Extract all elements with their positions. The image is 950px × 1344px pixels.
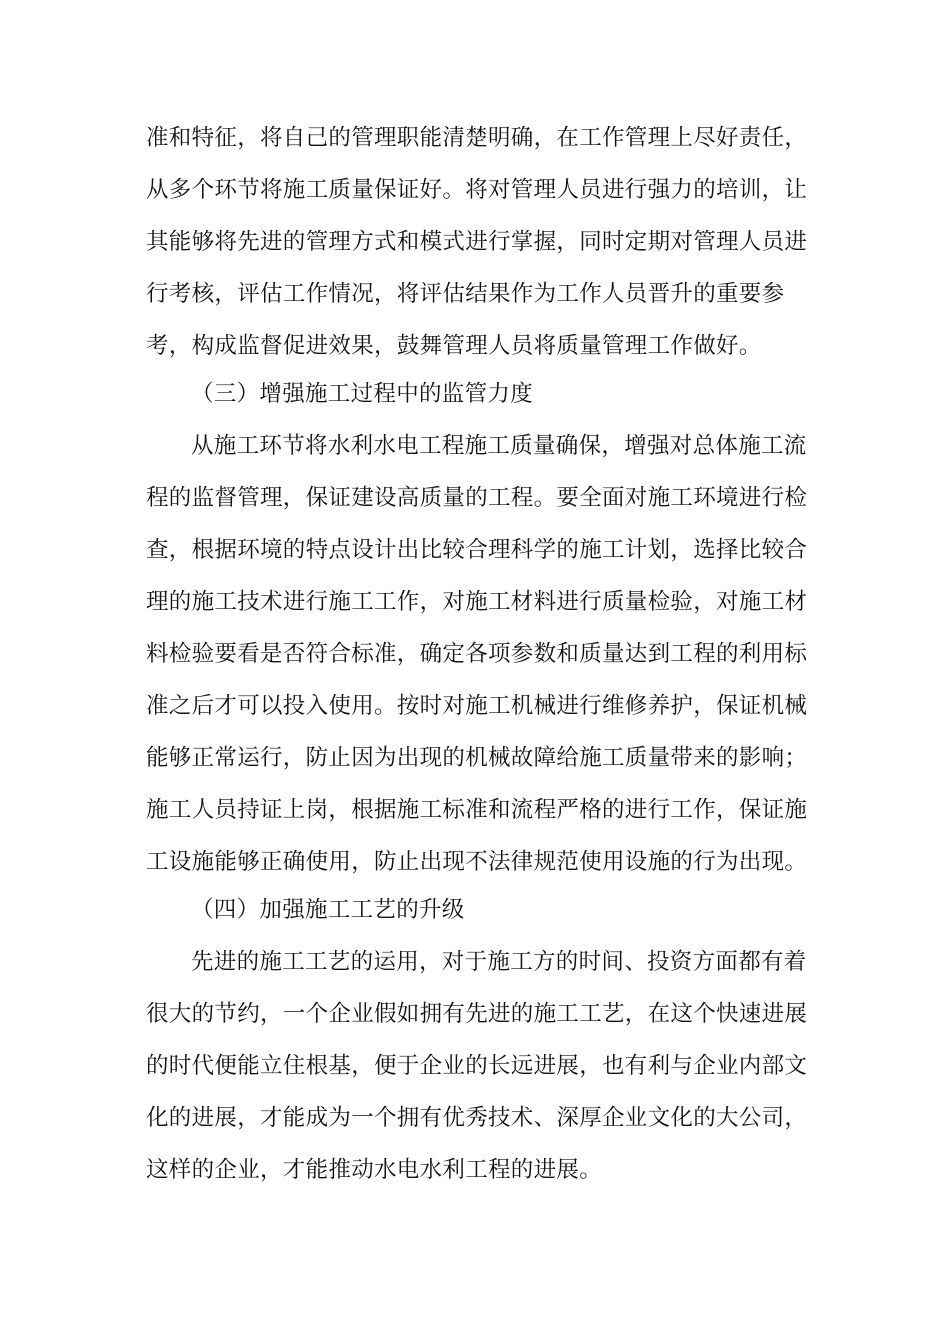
- body-text-line: 从施工环节将水利水电工程施工质量确保，增强对总体施工流: [191, 433, 807, 459]
- body-text-line: 程的监督管理，保证建设高质量的工程。要全面对施工环境进行检: [146, 485, 808, 511]
- body-text-line: 料检验要看是否符合标准，确定各项参数和质量达到工程的利用标: [146, 641, 808, 667]
- body-text-line: 行考核，评估工作情况，将评估结果作为工作人员晋升的重要参: [146, 281, 785, 307]
- body-text-line: 其能够将先进的管理方式和模式进行掌握，同时定期对管理人员进: [146, 229, 808, 255]
- body-text-line: 准之后才可以投入使用。按时对施工机械进行维修养护，保证机械: [146, 693, 808, 719]
- body-text-line: 能够正常运行，防止因为出现的机械故障给施工质量带来的影响；: [146, 745, 808, 771]
- body-text-line: 先进的施工工艺的运用，对于施工方的时间、投资方面都有着: [191, 949, 807, 975]
- body-text-line: 考，构成监督促进效果，鼓舞管理人员将质量管理工作做好。: [146, 333, 762, 359]
- section-heading-3: （三）增强施工过程中的监管力度: [191, 381, 534, 407]
- body-text-line: 的时代便能立住根基，便于企业的长远进展，也有利与企业内部文: [146, 1053, 808, 1079]
- body-text-line: 准和特征，将自己的管理职能清楚明确，在工作管理上尽好责任，: [146, 125, 808, 151]
- body-text-line: 工设施能够正确使用，防止出现不法律规范使用设施的行为出现。: [146, 849, 808, 875]
- body-text-line: 从多个环节将施工质量保证好。将对管理人员进行强力的培训，让: [146, 177, 808, 203]
- body-text-line: 这样的企业，才能推动水电水利工程的进展。: [146, 1157, 603, 1183]
- section-heading-4: （四）加强施工工艺的升级: [191, 897, 465, 923]
- body-text-line: 查，根据环境的特点设计出比较合理科学的施工计划，选择比较合: [146, 537, 808, 563]
- body-text-line: 施工人员持证上岗，根据施工标准和流程严格的进行工作，保证施: [146, 797, 808, 823]
- body-text-line: 很大的节约，一个企业假如拥有先进的施工工艺，在这个快速进展: [146, 1001, 808, 1027]
- body-text-line: 化的进展，才能成为一个拥有优秀技术、深厚企业文化的大公司，: [146, 1105, 808, 1131]
- body-text-line: 理的施工技术进行施工工作，对施工材料进行质量检验，对施工材: [146, 589, 808, 615]
